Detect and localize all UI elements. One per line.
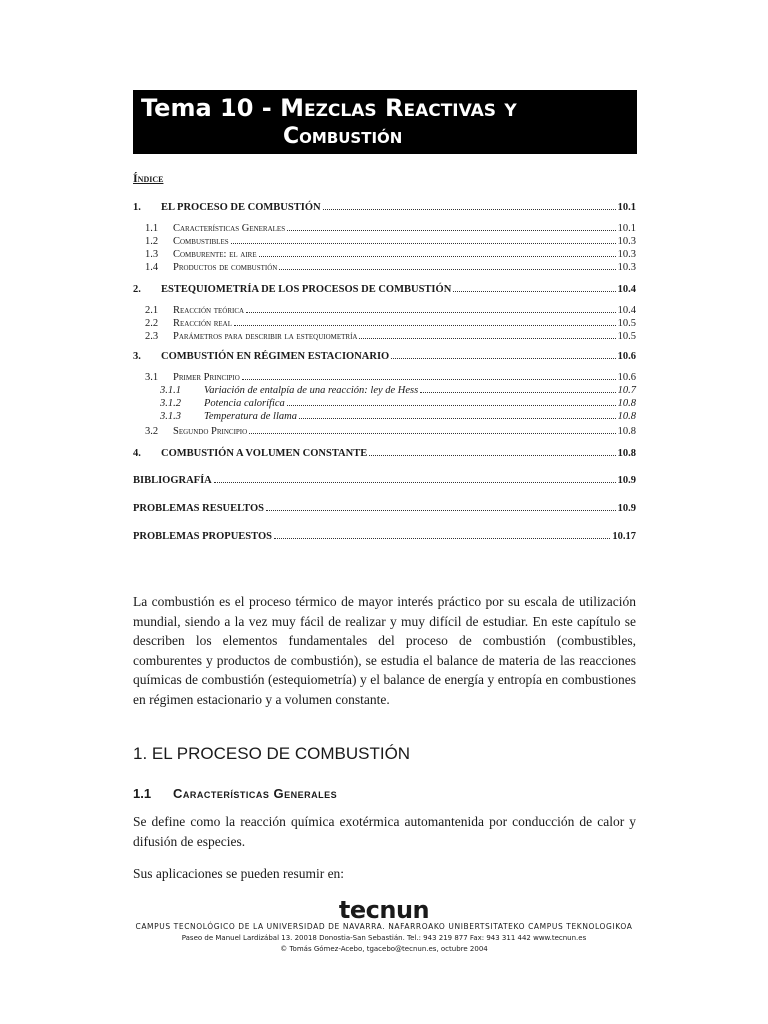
toc-entry[interactable] [133,502,636,515]
toc-entry-label: Reacción teórica [173,305,245,316]
toc-entry-page: 10.5 [617,331,636,342]
toc-entry-number: 3.1 [145,372,159,383]
toc-entry[interactable] [133,235,636,248]
toc-entry-label: EL PROCESO DE COMBUSTIÓN [161,202,321,213]
toc-entry-number: 1.2 [145,236,159,247]
toc-entry[interactable] [133,248,636,261]
subsection-heading [133,786,337,801]
chapter-title-box [133,90,637,154]
toc-entry[interactable] [133,384,636,397]
toc-leader-dots [287,229,616,231]
toc-leader-dots [214,481,616,483]
toc-entry[interactable] [133,371,636,384]
toc-entry-page: 10.17 [612,531,636,542]
toc-entry-number: 3.1.3 [160,411,181,422]
toc-leader-dots [359,337,615,339]
section-heading: 1. EL PROCESO DE COMBUSTIÓN [133,744,411,763]
toc-entry[interactable] [133,330,636,343]
toc-leader-dots [420,391,615,393]
toc-entry-number: 1.1 [145,223,159,234]
toc-entry-number: 3.1.2 [160,398,181,409]
footer-address-line: Paseo de Manuel Lardizábal 13. 20018 Donostia-San Sebastián. Tel.: 943 219 877 Fax: 943 311 442 www.tecnun.es [181,934,587,942]
toc-entry[interactable] [133,350,636,363]
toc-leader-dots [299,417,616,419]
toc-entry-number: 1.3 [145,249,159,260]
footer-campus-line: CAMPUS TECNOLÓGICO DE LA UNIVERSIDAD DE NAVARRA. NAFARROAKO UNIBERTSITATEKO CAMPUS TEKNOLOGIKOA [135,922,633,931]
toc-leader-dots [287,404,616,406]
toc-entry[interactable] [133,304,636,317]
toc-entry[interactable] [133,201,636,214]
toc-leader-dots [279,268,615,270]
toc-entry[interactable] [133,317,636,330]
toc-entry-label: PROBLEMAS PROPUESTOS [133,531,272,542]
toc-entry[interactable] [133,425,636,438]
toc-leader-dots [234,324,616,326]
chapter-title-text: Mezclas Reactivas y [280,94,517,122]
toc-entry-page: 10.8 [617,398,636,409]
toc-entry-label: Primer Principio [173,372,240,383]
toc-entry-label: Combustibles [173,236,229,247]
toc-entry[interactable] [133,447,636,460]
toc-entry-label: Comburente: el aire [173,249,257,260]
toc-entry-label: BIBLIOGRAFÍA [133,475,212,486]
toc-leader-dots [266,509,616,511]
toc-leader-dots [323,208,616,210]
toc-leader-dots [369,454,615,456]
chapter-title-line2: Combustión [283,124,403,149]
toc-entry-page: 10.9 [617,503,636,514]
toc-leader-dots [242,378,616,380]
toc-entry-number: 2.3 [145,331,159,342]
toc-entry-label: Variación de entalpía de una reacción: ley de Hess [204,385,419,396]
toc-entry-number: 2. [133,284,141,295]
toc-entry[interactable] [133,530,636,543]
toc-entry[interactable] [133,410,636,423]
subsection-title: Características Generales [173,786,338,801]
toc-entry[interactable] [133,283,636,296]
toc-entry-number: 4. [133,448,141,459]
toc-leader-dots [259,255,616,257]
toc-entry-number: 2.2 [145,318,159,329]
definition-paragraph: Se define como la reacción química exotérmica automantenida por conducción de calor y difusión de especies. [133,814,636,849]
toc-entry-page: 10.8 [617,448,636,459]
toc-entry[interactable] [133,222,636,235]
toc-entry-label: Reacción real [173,318,233,329]
toc-entry-page: 10.6 [617,351,636,362]
applications-paragraph: Sus aplicaciones se pueden resumir en: [133,866,345,881]
intro-paragraph: La combustión es el proceso térmico de mayor interés práctico por su escala de utilización mundial, siendo a la vez muy fácil de realizar y muy difícil de estudiar. En este capítulo se describen los elementos fundamentales del proceso de combustión (combustibles, comburentes y productos de combustión), se estudia el balance de materia de las reacciones químicas de combustión (estequiometría) y el balance de energía y entropía en combustiones en régimen estacionario y a volumen constante. [133,594,636,707]
toc-leader-dots [453,290,615,292]
toc-entry-number: 3. [133,351,141,362]
toc-entry-page: 10.6 [617,372,636,383]
toc-entry-label: Productos de combustión [173,262,278,273]
toc-entry-label: Parámetros para describir la estequiometría [173,331,358,342]
toc-entry[interactable] [133,261,636,274]
toc-entry-page: 10.8 [617,411,636,422]
toc-entry-number: 3.1.1 [160,385,181,396]
footer-copyright-line: © Tomás Gómez-Acebo, tgacebo@tecnun.es, octubre 2004 [280,945,488,953]
toc-entry-page: 10.8 [617,426,636,437]
toc-entry-page: 10.7 [617,385,636,396]
toc-entry-number: 1. [133,202,141,213]
toc-entry[interactable] [133,474,636,487]
index-heading: Índice [133,171,164,185]
toc-entry-label: Potencia calorífica [204,398,285,409]
toc-leader-dots [391,357,615,359]
toc-leader-dots [249,432,615,434]
toc-entry-label: COMBUSTIÓN EN RÉGIMEN ESTACIONARIO [161,351,390,362]
toc-entry-label: Segundo Principio [173,426,248,437]
toc-entry-page: 10.1 [617,202,636,213]
toc-entry-label: Temperatura de llama [204,411,297,422]
toc-entry[interactable] [133,397,636,410]
toc-entry-label: COMBUSTIÓN A VOLUMEN CONSTANTE [161,448,368,459]
chapter-title-line1 [141,94,517,122]
toc-entry-label: Características Generales [173,223,286,234]
toc-entry-number: 3.2 [145,426,159,437]
toc-leader-dots [274,537,610,539]
toc-entry-page: 10.4 [617,284,636,295]
toc-entry-page: 10.3 [617,249,636,260]
tecnun-logo: tecnun [338,896,430,924]
toc-entry-page: 10.3 [617,236,636,247]
toc-entry-page: 10.5 [617,318,636,329]
toc-entry-number: 2.1 [145,305,159,316]
toc-entry-label: ESTEQUIOMETRÍA DE LOS PROCESOS DE COMBUSTIÓN [161,284,452,295]
chapter-number: Tema 10 - [141,94,281,122]
toc-entry-page: 10.9 [617,475,636,486]
subsection-number: 1.1 [133,786,152,801]
toc-entry-label: PROBLEMAS RESUELTOS [133,503,265,514]
toc-entry-page: 10.1 [617,223,636,234]
toc-leader-dots [246,311,616,313]
toc-entry-number: 1.4 [145,262,159,273]
toc-entry-page: 10.4 [617,305,636,316]
toc-entry-page: 10.3 [617,262,636,273]
toc-leader-dots [231,242,616,244]
